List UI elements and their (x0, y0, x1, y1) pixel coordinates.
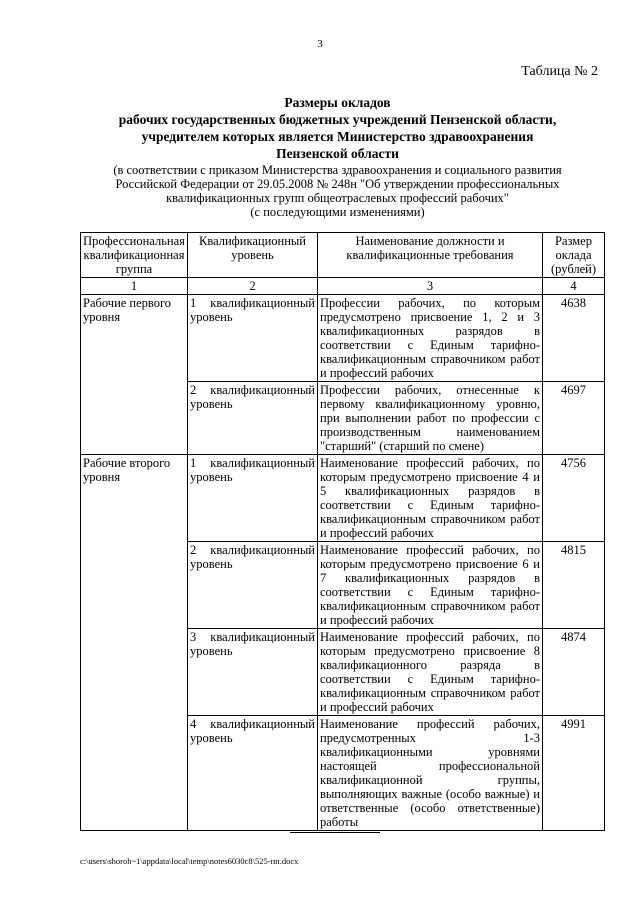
column-number-row (81, 278, 605, 295)
description-cell: Профессии рабочих, отнесенные к первому квалификационному уровню, при выполнении работ по профессии с производственным наименованием "старший" (старший по смене) (318, 382, 543, 455)
table-row (81, 455, 605, 542)
level-cell: 2 квалификационный уровень (188, 542, 318, 629)
title-line: учредителем которых является Министерство здравоохранения (141, 129, 534, 144)
header-cell-level: Квалификационный уровень (188, 233, 318, 278)
salary-cell: 4756 (543, 455, 605, 542)
header-cell-description: Наименование должности и квалификационные требования (318, 233, 543, 278)
salary-cell: 4815 (543, 542, 605, 629)
subtitle-line: квалификационных групп общеотраслевых профессий рабочих" (166, 191, 509, 205)
column-number: 2 (188, 278, 318, 295)
subtitle-line: (с последующими изменениями) (250, 205, 425, 219)
level-cell: 1 квалификационный уровень (188, 455, 318, 542)
level-cell: 2 квалификационный уровень (188, 382, 318, 455)
header-cell-salary: Размер оклада (рублей) (543, 233, 605, 278)
document-title (60, 94, 615, 162)
document-subtitle (70, 163, 605, 219)
header-cell-group: Профессиональная квалификационная группа (81, 233, 188, 278)
title-line: Размеры окладов (284, 95, 391, 110)
salary-cell: 4638 (543, 295, 605, 382)
level-cell: 3 квалификационный уровень (188, 629, 318, 716)
level-cell: 4 квалификационный уровень (188, 716, 318, 831)
description-cell: Наименование профессий рабочих, по которым предусмотрено присвоение 4 и 5 квалификационных разрядов в соответствии с Единым тарифно-квалификационным справочником работ и профессий рабочих (318, 455, 543, 542)
footnote-separator (290, 832, 380, 833)
group-name-cell: Рабочие первого уровня (81, 295, 188, 455)
title-line: рабочих государственных бюджетных учреждений Пензенской области, (118, 112, 557, 127)
description-cell: Профессии рабочих, по которым предусмотрено присвоение 1, 2 и 3 квалификационных разрядов в соответствии с Единым тарифно-квалификационным справочником работ и профессий рабочих (318, 295, 543, 382)
subtitle-line: Российской Федерации от 29.05.2008 № 248н "Об утверждении профессиональных (115, 177, 560, 191)
page-number: 3 (317, 38, 323, 50)
title-line: Пензенской области (276, 146, 399, 161)
salary-cell: 4991 (543, 716, 605, 831)
description-cell: Наименование профессий рабочих, по которым предусмотрено присвоение 8 квалификационного разряда в соответствии с Единым тарифно-квалификационным справочником работ и профессий рабочих (318, 629, 543, 716)
file-path: c:\users\shoroh~1\appdata\local\temp\notes6030c8\525-пп.docx (80, 856, 299, 866)
column-number: 1 (81, 278, 188, 295)
table-label: Таблица № 2 (521, 64, 598, 79)
description-cell: Наименование профессий рабочих, по которым предусмотрено присвоение 6 и 7 квалификационных разрядов в соответствии с Единым тарифно-квалификационным справочником работ и профессий рабочих (318, 542, 543, 629)
salary-cell: 4697 (543, 382, 605, 455)
level-cell: 1 квалификационный уровень (188, 295, 318, 382)
salary-cell: 4874 (543, 629, 605, 716)
column-number: 3 (318, 278, 543, 295)
table-row (81, 295, 605, 382)
subtitle-line: (в соответствии с приказом Министерства здравоохранения и социального развития (113, 163, 562, 177)
column-number: 4 (543, 278, 605, 295)
salary-table (80, 232, 605, 831)
group-name-cell: Рабочие второго уровня (81, 455, 188, 831)
header-row (81, 233, 605, 278)
description-cell: Наименование профессий рабочих, предусмотренных 1-3 квалификационными уровнями настоящей профессиональной квалификационной группы, выполняющих важные (особо важные) и ответственные (особо ответственные) работы (318, 716, 543, 831)
